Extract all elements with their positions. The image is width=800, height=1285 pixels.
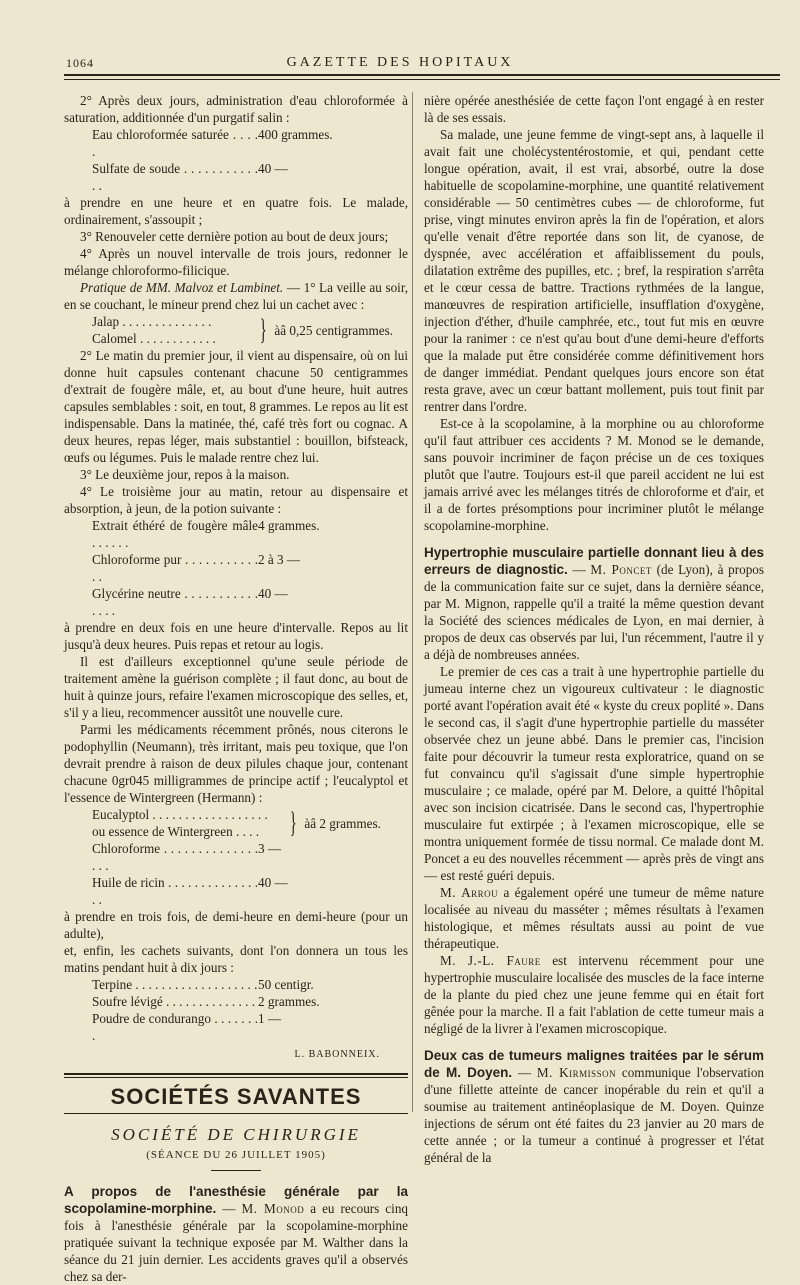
- header-rule-thin: [64, 79, 780, 80]
- paragraph: 4° Après un nouvel intervalle de trois jours, redonner le mélange chloroformo-filicique.: [64, 246, 408, 278]
- drug-qty: 1 —: [258, 1011, 282, 1026]
- paragraph: Il est d'ailleurs exceptionnel qu'une seule période de traitement amène la guérison complète ; il faut donc, au bout de huit à quinze jours, refaire l'examen microscopique des selles, et, s'il y a lieu, recommencer aussitôt une nouvelle cure.: [64, 654, 408, 720]
- drug-name: Glycérine neutre . . . . . . . . . . . . . . .: [92, 586, 258, 618]
- drug-name: Chloroforme pur . . . . . . . . . . . . .: [92, 552, 258, 584]
- brace-prescription: [64, 806, 408, 840]
- paragraph: nière opérée anesthésiée de cette façon l'ont engagé à en rester là de ses essais.: [424, 93, 764, 125]
- article-text: (de Lyon), à propos de la communication faite sur ce sujet, dans la dernière séance, par M. Mignon, rappelle qu'il a traité la même question devant la Société des sciences médicales de Lyon, en mai dernier, à propos de deux cas observés par lui, l'un récemment, l'autre il y a déjà de nombreuses années.: [424, 562, 765, 662]
- header-rule: [64, 74, 780, 76]
- section-rule-thin: [64, 1077, 408, 1078]
- prescription-line: [64, 993, 408, 1010]
- article-author: M. Kirmisson: [536, 1065, 617, 1080]
- brace-glyph: }: [259, 313, 267, 346]
- drug-qty: 3 —: [258, 841, 282, 856]
- paragraph-text: a également opéré une tumeur de même nature localisée au niveau du masséter ; mêmes résultats à l'examen histologique, et mêmes résultats aussi au point de vue thérapeutique.: [424, 885, 765, 951]
- drug-name: Extrait éthéré de fougère mâle . . . . . .: [92, 518, 258, 550]
- article-paragraph: Hypertrophie musculaire partielle donnant lieu à des erreurs de diagnostic. — M. Poncet (de Lyon), à propos de la communication faite sur ce sujet, dans la dernière séance, par M. Mignon, rappelle qu'il a traité la même question devant la Société des sciences médicales de Lyon, en mai dernier, à propos de deux cas observés par lui, l'un récemment, l'autre il y a déjà de nombreuses années.: [424, 545, 765, 662]
- article-title: Deux cas de tumeurs malignes traitées par le sérum de M. Doyen.: [424, 1048, 764, 1080]
- brace-prescription: [64, 313, 408, 347]
- paragraph: Est-ce à la scopolamine, à la morphine ou au chloroforme qu'il faut attribuer ces accidents ? M. Monod se le demande, sans pouvoir incriminer de façon précise un de ces toxiques plutôt que l'autre. Toujours est-il que pareil accident ne lui est jamais arrivé avec les mélanges titrés de chloroforme et d'air, et il a de fortes présomptions pour incriminer plutôt le mélange scopolamine-morphine.: [424, 416, 764, 533]
- drug-qty: àâ 2 grammes.: [304, 815, 381, 831]
- drug-qty: 4 grammes.: [258, 518, 320, 533]
- drug-qty: 50 centigr.: [258, 977, 314, 992]
- article-paragraph: A propos de l'anesthésie générale par la scopolamine-morphine. — M. Monod a eu recours cinq fois à l'anesthésie générale par la scopolamine-morphine pratiquée suivant la technique exposée par M. Walther dans la séance du 21 juin dernier. Les accidents graves qu'il a observés chez sa der-: [64, 1184, 409, 1284]
- drug-name: ou essence de Wintergreen . . . .: [92, 824, 260, 839]
- paragraph: Parmi les médicaments récemment prônés, nous citerons le podophyllin (Neumann), très irritant, mais peu toxique, que l'on devrait prendre à raison de deux pilules chaque jour, contenant chacune 0gr045 milligrammes de principe actif ; l'eucalyptol et l'essence de Wintergreen (Hermann) :: [64, 722, 408, 805]
- paragraph-text: — 1° La veille au soir, en se couchant, le mineur prend chez lui un cachet avec :: [64, 280, 408, 312]
- left-column: [64, 92, 408, 1285]
- drug-name: Eucalyptol . . . . . . . . . . . . . . . . . .: [92, 807, 268, 822]
- prescription-line: [64, 160, 408, 194]
- paragraph: 2° Après deux jours, administration d'eau chloroformée à saturation, additionnée d'un purgatif salin :: [64, 93, 408, 125]
- article-title: Hypertrophie musculaire partielle donnant lieu à des erreurs de diagnostic.: [424, 545, 764, 577]
- author-signature: L. BABONNEIX.: [294, 1049, 380, 1060]
- prescription-line: [64, 517, 408, 551]
- society-heading: SOCIÉTÉ DE CHIRURGIE: [111, 1125, 361, 1144]
- drug-qty: 40 —: [258, 586, 288, 601]
- article-author: M. Poncet: [590, 562, 652, 577]
- paragraph: 3° Renouveler cette dernière potion au bout de deux jours;: [80, 229, 389, 244]
- paragraph: et, enfin, les cachets suivants, dont l'on donnera un tous les matins pendant huit à dix jours :: [64, 943, 408, 975]
- session-date: (SÉANCE DU 26 JUILLET 1905): [146, 1149, 326, 1161]
- paragraph: [64, 279, 408, 313]
- column-divider: [412, 92, 413, 1112]
- article-author: M. Monod: [241, 1201, 305, 1216]
- drug-qty: 400 grammes.: [258, 127, 333, 142]
- short-rule: [211, 1170, 261, 1171]
- page-number: 1064: [66, 56, 94, 70]
- prescription-line: [64, 840, 408, 874]
- paragraph: [424, 952, 764, 1037]
- section-rule: [64, 1113, 408, 1114]
- paragraph: à prendre en deux fois en une heure d'intervalle. Repos au lit jusqu'à deux heures. Puis repas et retour au logis.: [64, 620, 408, 652]
- drug-qty: 2 grammes.: [258, 994, 320, 1009]
- drug-name: Huile de ricin . . . . . . . . . . . . . . . .: [92, 875, 258, 907]
- article-text: communique l'observation d'une fillette atteinte de cancer inopérable du rein et qu'il a soumise au traitement antinéoplasique de M. Doyen. Quinze injections de sérum ont été faites du 23 janvier au 20 mars de cette année ; or la tumeur a continué à progresser et l'état général de la: [424, 1065, 765, 1165]
- drug-name: Jalap . . . . . . . . . . . . . .: [92, 314, 212, 329]
- drug-name: Eau chloroformée saturée . . . . .: [92, 127, 258, 159]
- paragraph: Le premier de ces cas a trait à une hypertrophie partielle du jumeau interne chez un vigoureux cultivateur : le diagnostic porté avant l'opération avait été « kyste du creux poplité ». Dans le second cas, il s'agit d'une hypertrophie partielle du masséter observée chez un jeune abbé. Dans le premier cas, l'incision faite pour découvrir la tumeur resta exploratrice, quand on se fut convaincu qu'il s'agissait d'une simple hypertrophie musculaire ; ce malade, opéré par M. Delore, a quitté l'hôpital avec son incision cicatrisée. Dans le second cas, l'hypertrophie musculaire fut extirpée ; à l'examen microscopique, elle se montra uniquement formée de tissu normal. Ce malade dont M. Poncet a eu des nouvelles récemment — après près de vingt ans — est resté guéri depuis.: [424, 664, 764, 883]
- section-rule: [64, 1073, 408, 1075]
- article-title: A propos de l'anesthésie générale par la scopolamine-morphine.: [64, 1184, 408, 1216]
- drug-qty: 40 —: [258, 875, 288, 890]
- paragraph: Sa malade, une jeune femme de vingt-sept ans, à laquelle il avait fait une cholécystentérostomie, et qui, pendant cette longue opération, avait, il est vrai, absorbé, outre la dose habituelle de scopolamine-morphine, une quantité relativement considérable — 50 centimètres cubes — de chloroforme, fut prise, vingt minutes environ après la fin de l'opération, et alors qu'elle venait d'être reportée dans son lit, de cyanose, de dyspnée, avec accélération et affaiblissement du pouls, dilatation extrême des pupilles, etc. ; bref, la respiration s'arrêta et le cœur cessa de battre. Tractions rythmées de la langue, manœuvres de respiration artificielle, insufflation d'oxygène, injection d'éther, d'huile camphrée, etc., tout fut mis en œuvre pour la ranimer : ce n'est qu'au bout d'une demi-heure d'efforts que la malade put être considérée comme définitivement hors de danger immédiat. Pendant quelques jours encore son état resta grave, avec un cœur battant mollement, puis tout finit par rentrer dans l'ordre.: [424, 127, 764, 414]
- paragraph: 4° Le troisième jour au matin, retour au dispensaire et absorption, à jeun, de la potion suivante :: [64, 484, 408, 516]
- brace-glyph: }: [289, 806, 297, 839]
- article-text: a eu recours cinq fois à l'anesthésie générale par la scopolamine-morphine pratiquée suivant la technique exposée par M. Walther dans la séance du 21 juin dernier. Les accidents graves qu'il a observés chez sa der-: [64, 1201, 409, 1284]
- section-title: SOCIÉTÉS SAVANTES: [110, 1084, 362, 1109]
- drug-name: Chloroforme . . . . . . . . . . . . . . . . .: [92, 841, 258, 873]
- prescription-line: [64, 585, 408, 619]
- drug-name: Terpine . . . . . . . . . . . . . . . . . . .: [92, 977, 258, 992]
- paragraph: [424, 884, 764, 952]
- drug-name: Sulfate de soude . . . . . . . . . . . . .: [92, 161, 258, 193]
- drug-qty: 2 à 3 —: [258, 552, 301, 567]
- paragraph: à prendre en une heure et en quatre fois. Le malade, ordinairement, s'assoupit ;: [64, 195, 408, 227]
- paragraph: à prendre en trois fois, de demi-heure en demi-heure (pour un adulte),: [64, 909, 408, 941]
- article-author: M. Arrou: [440, 885, 499, 900]
- prescription-line: [64, 126, 408, 160]
- paragraph: 3° Le deuxième jour, repos à la maison.: [80, 467, 290, 482]
- prescription-line: [64, 551, 408, 585]
- drug-qty: àâ 0,25 centigrammes.: [274, 322, 394, 338]
- drug-name: Poudre de condurango . . . . . . . .: [92, 1011, 258, 1043]
- prescription-line: [64, 1010, 408, 1044]
- drug-qty: 40 —: [258, 161, 288, 176]
- paragraph-text: est intervenu récemment pour une hypertrophie musculaire localisée des muscles de la face interne de la plante du pied chez une jeune femme qui en était fort gênée pour la marche. Il a fait l'ablation de cette tumeur mais a négligé de la livrer à l'examen microscopique.: [424, 953, 764, 1036]
- running-title: GAZETTE DES HOPITAUX: [286, 55, 514, 70]
- practice-attribution: Pratique de MM. Malvoz et Lambinet.: [80, 280, 284, 295]
- article-paragraph: Deux cas de tumeurs malignes traitées par le sérum de M. Doyen. — M. Kirmisson communique l'observation d'une fillette atteinte de cancer inopérable du rein et qu'il a soumise au traitement antinéoplasique de M. Doyen. Quinze injections de sérum ont été faites du 23 janvier au 20 mars de cette année ; or la tumeur a continué à progresser et l'état général de la: [424, 1048, 765, 1165]
- drug-name: Soufre lévigé . . . . . . . . . . . . . .: [92, 994, 255, 1009]
- right-column: [424, 92, 764, 1166]
- article-author: M. J.-L. Faure: [440, 953, 541, 968]
- drug-name: Calomel . . . . . . . . . . . .: [92, 331, 216, 346]
- prescription-line: [64, 874, 408, 908]
- prescription-line: [64, 976, 408, 993]
- paragraph: 2° Le matin du premier jour, il vient au dispensaire, où on lui donne huit capsules contenant chacune 50 centigrammes d'extrait de fougère mâle, et, au bout d'une heure, huit autres capsules semblables : soit, en tout, 8 grammes. Le repos au lit est indispensable. Dans la matinée, thé, café très fort ou cognac. A deux heures, repas léger, mais substantiel : bouillon, bifsteack, œufs ou légumes. Puis le malade rentre chez lui.: [64, 348, 408, 465]
